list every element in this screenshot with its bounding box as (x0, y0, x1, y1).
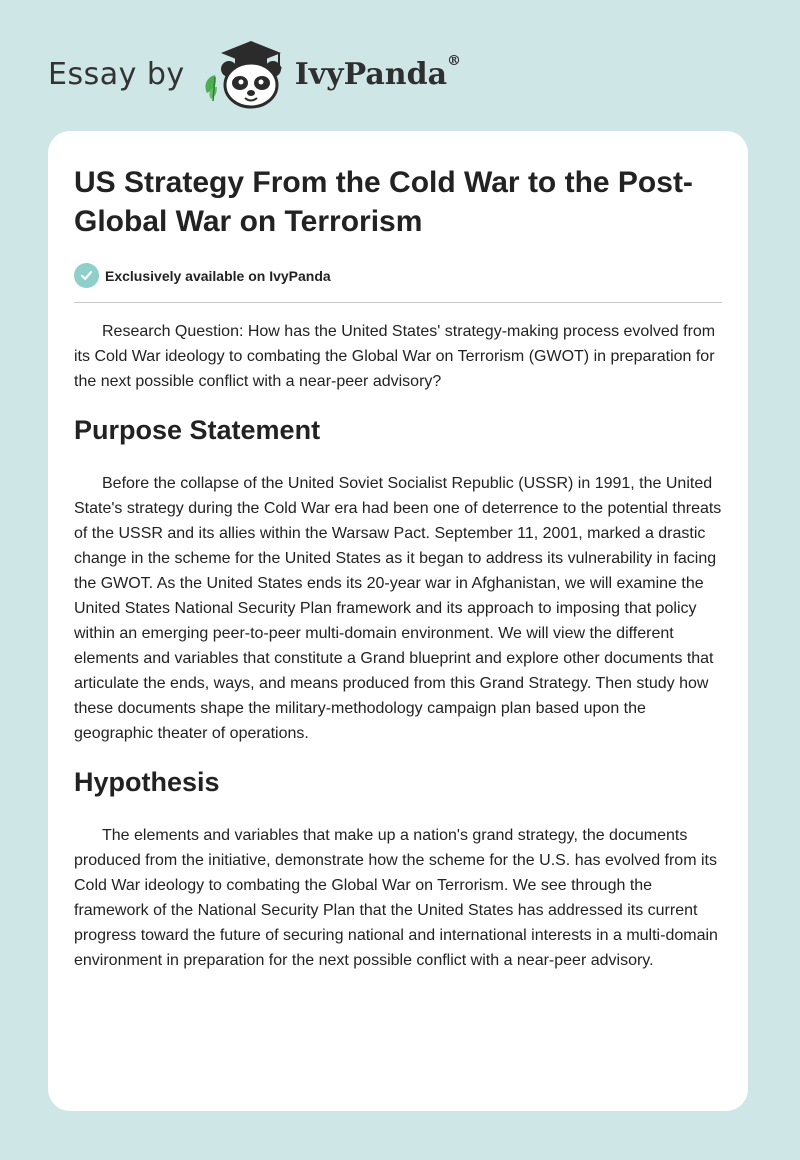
brand-name[interactable] (294, 52, 462, 92)
site-header (48, 34, 461, 114)
exclusive-notice (74, 263, 331, 288)
essay-card (48, 131, 748, 1111)
check-icon (74, 263, 99, 288)
page-title: US Strategy From the Cold War to the Post-Global War on Terrorism (74, 166, 693, 238)
brand-text: IvyPanda (294, 56, 448, 92)
exclusive-label: Exclusively available on IvyPanda (105, 267, 331, 284)
panda-logo-icon[interactable] (201, 37, 291, 111)
essay-by-label: Essay by (48, 56, 185, 92)
purpose-statement-paragraph: Before the collapse of the United Soviet Socialist Republic (USSR) in 1991, the United State's strategy during the Cold War era had been one of deterrence to the potential threats of the USSR and its allies within the Warsaw Pact. September 11, 2001, marked a drastic change in the scheme for the United States as it began to address its vulnerability in facing the GWOT. As the United States ends its 20-year war in Afghanistan, we will examine the United States National Security Plan framework and its approach to imposing that policy within an emerging peer-to-peer multi-domain environment. We will view the different elements and variables that constitute a Grand blueprint and explore other documents that articulate the ends, ways, and means produced from this Grand Strategy. Then study how these documents shape the military-methodology campaign plan based upon the geographic theater of operations. (74, 475, 722, 742)
hypothesis-paragraph: The elements and variables that make up a nation's grand strategy, the documents produced from the initiative, demonstrate how the scheme for the U.S. has evolved from its Cold War ideology to combating the Global War on Terrorism. We see through the framework of the National Security Plan that the United States has addressed its current progress toward the future of securing national and international interests in a multi-domain environment in preparation for the next possible conflict with a near-peer advisory. (74, 827, 718, 969)
research-question-paragraph: Research Question: How has the United States' strategy-making process evolved from its Cold War ideology to combating the Global War on Terrorism (GWOT) in preparation for the next possible conflict with a near-peer advisory? (74, 323, 716, 390)
purpose-statement-heading: Purpose Statement (74, 415, 321, 445)
hypothesis-heading: Hypothesis (74, 767, 220, 797)
divider (74, 302, 722, 303)
registered-mark: ® (447, 52, 462, 69)
